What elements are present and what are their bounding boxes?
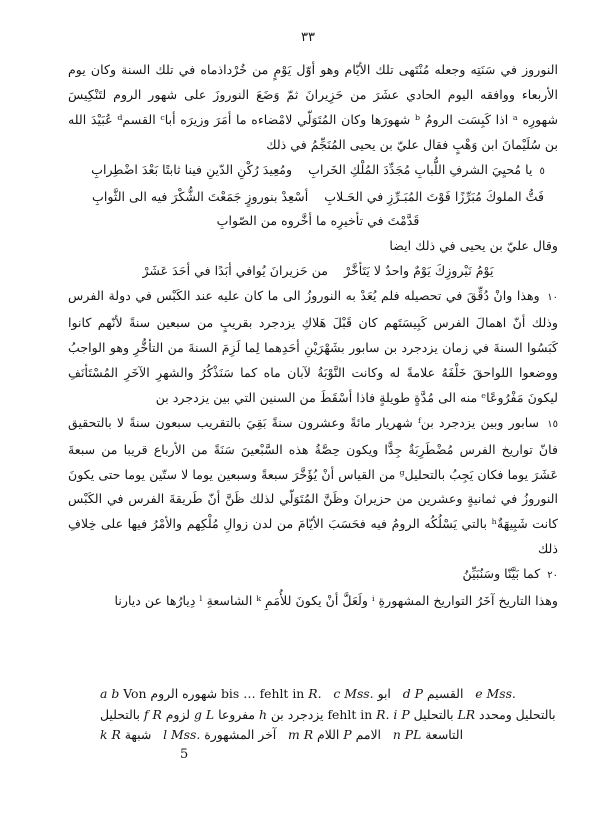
footnote-marker: n: [392, 727, 401, 742]
footnote-marker: g: [194, 706, 202, 722]
footnotes: [100, 684, 570, 746]
footnote-line-3: [100, 725, 570, 746]
footnote-marker: c: [333, 686, 341, 701]
line-number-10: ١٠: [547, 292, 558, 304]
footnote-marker: e: [475, 686, 483, 701]
footnote-siglum: P: [414, 686, 423, 701]
paragraph-1: النوروز في سَنَتِه وجعله مُنْتَهى تلك الأيّام وهو أوّل يَوْمٍ من خُرْداذماه في تلك السنة وكان يوم الأربعاء ووافقه اليوم الحادي عشَرَ من حَزِيرانَ ثمّ وَضَعَ النوروزَ على شهور الروم لتَنْكِيسَ شهورِه ᵃ اذا كَبِسَت الرومُ ᵇ شهورَها وكان المُتَوَلّي لامْضاءه ما أمَرَ وزيرَه أباᶜ القسمᵈ عُبَيْدَ الله بن سُلَيْمانَ ابن وَهْبٍ فقال عليّ بن يحيى المُنَجِّمُ في ذلك: [68, 62, 558, 152]
verse-1-first-half: يا مُحيِيَ الشرفِ اللُّبابِ مُجَدِّدَ المُلْكِ الخَرابِ: [308, 161, 533, 177]
footnote-arabic: شبهة: [124, 727, 152, 742]
footnote-siglum: P: [401, 706, 410, 722]
footnote-text: bis: [221, 686, 240, 701]
verse-2-second-half: أسْعِدْ بنوروزٍ جَمَعْتَ الشُّكْرَ فيه الى الثَّوابِ: [92, 188, 309, 204]
footnote-marker: l: [163, 727, 168, 742]
footnote-marker: a b: [100, 686, 120, 701]
paragraph-5: وهذا التاريخ آخَرُ التواريخ المشهورةِ ⁱ ولَعَلَّ أنْ يكونَ للأُمَمِ ᵏ الشاسعةِ ˡ دِيارُها عن ديارنا: [114, 593, 558, 609]
verse-1-second-half: ومُعِيدَ رُكْنِ الدّينِ فينا ثابتًا بَعْدَ اضْطِرابِ: [91, 161, 293, 177]
footnote-arabic: بالتحليل: [413, 706, 454, 722]
verse-2: [68, 185, 558, 210]
footnote-siglum: Mss.: [344, 686, 374, 701]
footnote-marker: d: [402, 686, 411, 701]
footnote-siglum: R: [303, 727, 314, 742]
footnote-arabic: يزدجرد بن: [270, 706, 324, 722]
footnote-text: fehlt in: [327, 706, 373, 722]
footnote-siglum: R: [111, 727, 121, 742]
verse-intro: وقال عليّ بن يحيى في ذلك ايضا: [389, 238, 558, 254]
footnote-arabic: آخر المشهورة: [204, 727, 277, 742]
footnote-siglum: LR: [457, 706, 476, 722]
footnote-siglum: P: [343, 727, 352, 742]
paragraph-4: [68, 562, 558, 589]
footnote-siglum: R: [152, 706, 162, 722]
footnote-arabic: لزوم: [165, 706, 191, 722]
paragraph-2-text: وهذا وانْ دُقِّقَ في تحصيله فلم يُعَدْ به النوروزُ الى ما كان عليه عند الكَبْس في دولة الفرس وذلك أنّ اهمالَ الفرس كَبِيسَتَهم كان قَبْلَ هَلاكِ يزدجرد بقريبٍ من سبعين سنةً لأنّهم كانوا كَبَسُوا السنةَ في زمان يزدجرد بن سابور بشَهْرَيْنِ أحَدِهما لِما لَزِمَ السنةَ من التأخُّرِ وهو الواجبُ ووضعوا اللواحقَ خَلْفَهُ علامةً له وكانت النَّوْبَةُ لآبان ماه كما سَنَذْكُرُ والشهرِ الآخَرِ المُسْتَأنَفِ ليكونَ مَفْرُوعًاᵉ منه الى مُدَّةٍ طويلةٍ فاذا أسْقَطَ من السنين التي بين يزدجرد بن: [68, 288, 558, 405]
footnote-arabic: القسيم: [426, 686, 464, 701]
footnote-marker: m: [288, 727, 300, 742]
footnote-arabic: شهوره الروم: [150, 686, 218, 701]
verse-4-first-half: يَوْمُ نَيْروزِكَ يَوْمٌ واحدٌ لا يَتَأخَّرْ: [344, 263, 494, 279]
line-number-15: ١٥: [547, 418, 558, 430]
footnote-siglum: R.: [376, 706, 390, 722]
paragraph-2: [68, 284, 558, 411]
footnote-marker: i: [393, 706, 398, 722]
footnote-marker: f: [143, 706, 149, 722]
arabic-body-text: [68, 58, 558, 614]
footnote-arabic: الامم: [355, 727, 381, 742]
footnote-arabic: التاسعة: [425, 727, 464, 742]
footnote-line-1: [100, 684, 570, 705]
footnote-siglum: R.: [308, 686, 322, 701]
footnote-text: fehlt in: [259, 686, 305, 701]
footnote-marker: h: [258, 706, 267, 722]
footnote-arabic: بالتحليل: [100, 706, 140, 722]
footnote-marker: k: [100, 727, 108, 742]
footnote-siglum: PL: [404, 727, 422, 742]
footnote-arabic: ابو: [377, 686, 391, 701]
paragraph-3-text: سابور وبين يزدجرد بنᶠ شهريار مائةً وعشرون سنةً بَقِيَ بالتقريب سبعون سنةً لا بالتحقيق فانّ تواريخ الفرس مُضْطَرِبَةٌ جِدًّا ويكون حِصَّةُ هذه السَّبْعينَ سَنَةً من الأرباع قريبا من سبعةَ عَشَرَ يوما فكان يَجِبُ بالتحليلᵍ من القياس أنْ يُؤَخَّرَ سبعةً وسبعين يوما لا ستّين يوما حتى يكونَ النوروزُ في ثمانيةٍ وعشرين من حزيرانَ وظَنَّ المُتَوَلّي لذلك ظَنَّ أنّ طَريقةَ الفرس في الكَبْس كانت شَبِيهَةٌʰ بالتي يَسْلُكُه الرومُ فيه فحَسَبَ الأيّامَ من لدن زوالِ مُلْكِهم والأمْرُ فيها على خِلافِ ذلك: [68, 414, 559, 557]
line-number-20: ٢٠: [547, 570, 558, 582]
paragraph-4-text: كما بَيَّنّا وسَنُبَيِّنُ: [462, 566, 541, 582]
verse-4-second-half: من حَزيرانَ يُوافي أبَدًا في أحَدَ عَشَرْ: [142, 263, 329, 279]
verse-4: [68, 259, 558, 284]
footnote-arabic: ومحدد: [479, 706, 512, 722]
paragraph-3: [68, 411, 558, 562]
verse-3: قَدَّمْتَ في تأخيرِه ما أخَّروه من الصّوابِ: [216, 213, 420, 229]
footnote-arabic: …: [243, 686, 256, 701]
signature-number: 5: [180, 747, 189, 762]
page-number: ٣٣: [301, 30, 315, 45]
verse-2-first-half: فَتُّ الملوكَ مُبَرِّزًا فَوْتَ المُبَـرِّزِ في الحَـلابِ: [324, 188, 544, 204]
verse-1: [68, 158, 558, 185]
footnote-siglum: L: [205, 706, 215, 722]
line-number-5: ٥: [539, 165, 545, 177]
footnote-arabic: بالتحليل: [515, 706, 556, 722]
footnote-arabic: مفروعا: [218, 706, 255, 722]
footnote-siglum: Mss.: [171, 727, 201, 742]
footnote-text: Von: [123, 686, 147, 701]
footnote-line-2: [100, 705, 570, 726]
footnote-arabic: اللام: [317, 727, 340, 742]
footnote-siglum: Mss.: [486, 686, 516, 701]
